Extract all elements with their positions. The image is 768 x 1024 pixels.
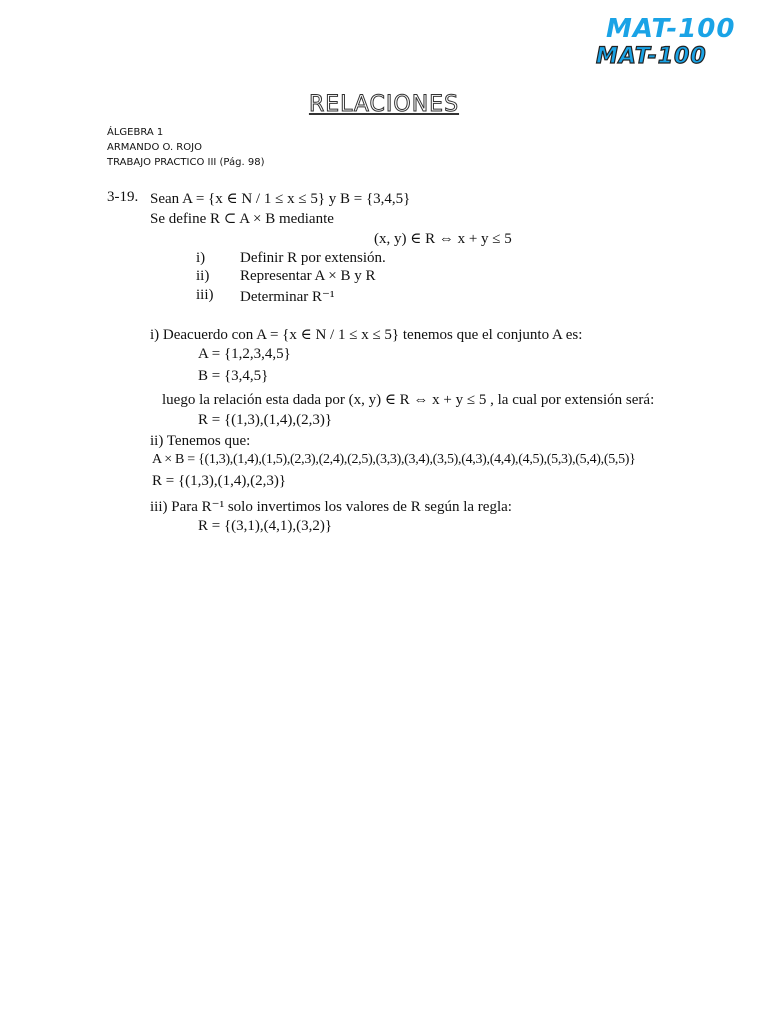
course-logo-shadow: MAT-100: [596, 44, 707, 69]
task-text: Representar A × B y R: [240, 268, 376, 284]
set-b-extension: B = {3,4,5}: [198, 368, 269, 384]
task-label: iii): [196, 287, 214, 303]
page-title: RELACIONES: [308, 92, 460, 117]
task-text: Definir R por extensión.: [240, 250, 386, 266]
task-label: ii): [196, 268, 210, 284]
problem-statement-define: Se define R ⊂ A × B mediante: [150, 211, 334, 227]
course-name: ÁLGEBRA 1: [107, 127, 164, 138]
author-name: ARMANDO O. ROJO: [107, 142, 202, 153]
solution-part-i-rule: luego la relación esta dada por (x, y) ∈ R ⇔ x + y ≤ 5 , la cual por extensión será:: [162, 392, 655, 408]
solution-part-i-intro: i) Deacuerdo con A = {x ∈ N / 1 ≤ x ≤ 5} tenemos que el conjunto A es:: [150, 327, 583, 343]
problem-statement-sets: Sean A = {x ∈ N / 1 ≤ x ≤ 5} y B = {3,4,5}: [150, 191, 411, 207]
course-logo-front: MAT-100: [606, 14, 736, 44]
solution-part-iii-intro: iii) Para R⁻¹ solo invertimos los valores de R según la regla:: [150, 499, 512, 515]
task-text: Determinar R⁻¹: [240, 289, 335, 305]
task-label: i): [196, 250, 206, 266]
relation-r-extension: R = {(1,3),(1,4),(2,3)}: [198, 412, 333, 428]
set-a-extension: A = {1,2,3,4,5}: [198, 346, 291, 362]
relation-r-repeat: R = {(1,3),(1,4),(2,3)}: [152, 473, 287, 489]
cartesian-product: A × B = {(1,3),(1,4),(1,5),(2,3),(2,4),(2,5),(3,3),(3,4),(3,5),(4,3),(4,4),(4,5),(5,3),(5,4),(5,5)}: [152, 452, 636, 467]
source-reference: TRABAJO PRACTICO III (Pág. 98): [107, 157, 265, 168]
solution-part-ii-intro: ii) Tenemos que:: [150, 433, 251, 449]
relation-rule: (x, y) ∈ R ⇔ x + y ≤ 5: [374, 231, 512, 247]
problem-number: 3-19.: [107, 189, 139, 205]
relation-r-inverse: R = {(3,1),(4,1),(3,2)}: [198, 518, 333, 534]
